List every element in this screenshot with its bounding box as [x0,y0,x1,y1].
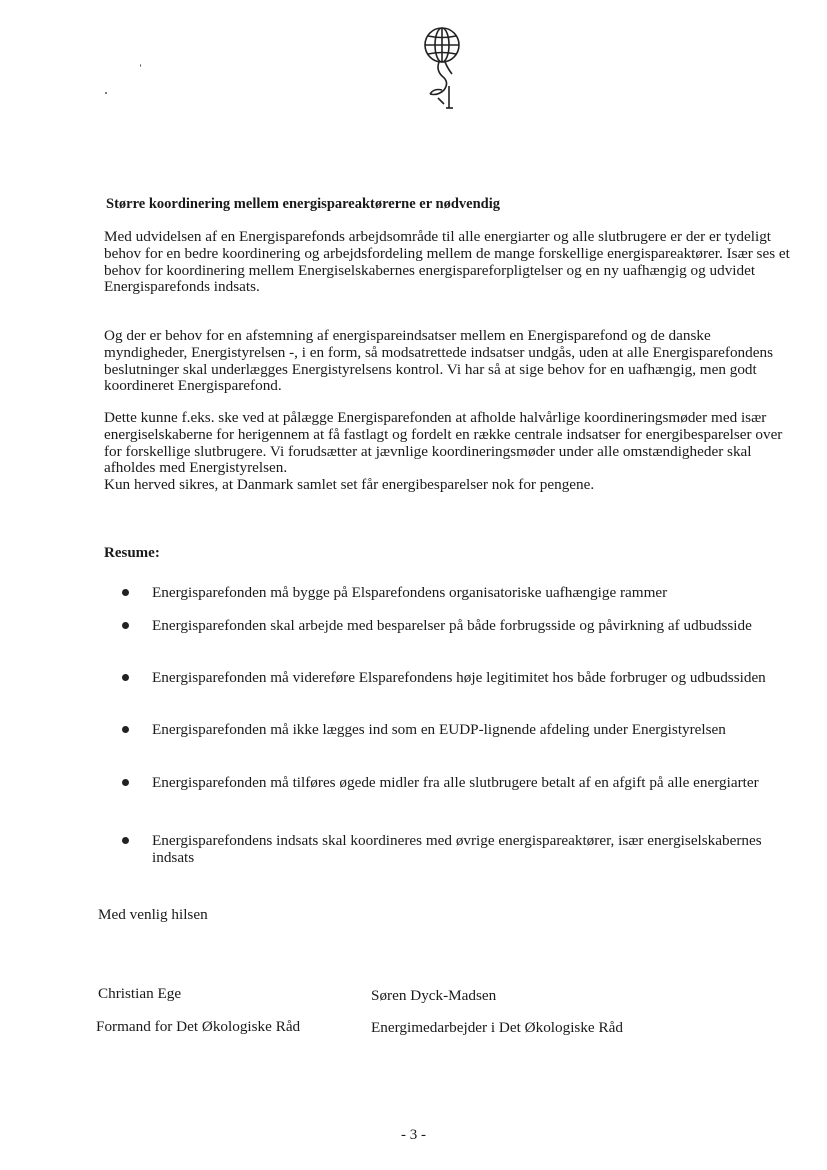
list-item-text: Energisparefonden må bygge på Elsparefondens organisatoriske uafhængige rammer [152,584,668,601]
list-item-text: Energisparefondens indsats skal koordineres med øvrige energispareaktører, især energiselskabernes indsats [152,832,762,866]
signature-name: Søren Dyck-Madsen [371,987,497,1004]
list-item-text: Energisparefonden må tilføres øgede midler fra alle slutbrugere betalt af en afgift på alle energiarter [152,774,759,791]
scan-speck [140,64,141,67]
page-number: - 3 - [401,1127,426,1143]
closing-greeting: Med venlig hilsen [98,906,208,923]
section-heading: Større koordinering mellem energispareaktørerne er nødvendig [106,196,501,212]
list-item-text: Energisparefonden må ikke lægges ind som en EUDP-lignende afdeling under Energistyrelsen [152,721,726,738]
list-item-text: Energisparefonden skal arbejde med besparelser på både forbrugsside og påvirkning af udbudsside [152,617,752,634]
bullet-icon [122,589,129,596]
bullet-icon [122,674,129,681]
signature-name: Christian Ege [98,985,182,1002]
paragraph-coordination: Med udvidelsen af en Energisparefonds arbejdsområde til alle energiarter og alle slutbrugere er der er tydeligt behov for en bedre koordinering og arbejdsfordeling mellem de mange forskellige energispareaktører. Især ses et behov for koordinering mellem Energiselskabernes energispareforpligtelser og en ny uafhængig og udvidet Energisparefonds indsats. [104,228,790,296]
list-item-text: Energisparefonden må videreføre Elsparefondens høje legitimitet hos både forbruger og udbudssiden [152,669,766,686]
bullet-icon [122,837,129,844]
paragraph-authority-alignment: Og der er behov for en afstemning af energispareindsatser mellem en Energisparefond og de danske myndigheder, Energistyrelsen -, i en form, så modsatrettede indsatser undgås, uden at alle Energisparefondens beslutninger skal underlægges Energistyrelsens kontrol. Vi har så at sige behov for en uafhængig, men godt koordineret Energisparefond. [104,327,773,395]
resume-title: Resume: [104,545,160,561]
bullet-icon [122,726,129,733]
scan-speck [105,92,107,94]
signature-title: Energimedarbejder i Det Økologiske Råd [371,1019,623,1036]
bullet-icon [122,779,129,786]
signature-title: Formand for Det Økologiske Råd [96,1018,301,1035]
paragraph-meetings: Dette kunne f.eks. ske ved at pålægge Energisparefonden at afholde halvårlige koordineringsmøder med især energiselskaberne for herigennem at få fastlagt og fordelt en række centrale indsatser for energibesparelser over for forskellige slutbrugere. Vi forudsætter at jævnlige koordineringsmøder under alle omstændigheder skal afholdes med Energistyrelsen. Kun herved sikres, at Danmark samlet set får energibesparelser nok for pengene. [104,409,783,494]
globe-figure-logo-icon [418,24,470,114]
bullet-icon [122,622,129,629]
